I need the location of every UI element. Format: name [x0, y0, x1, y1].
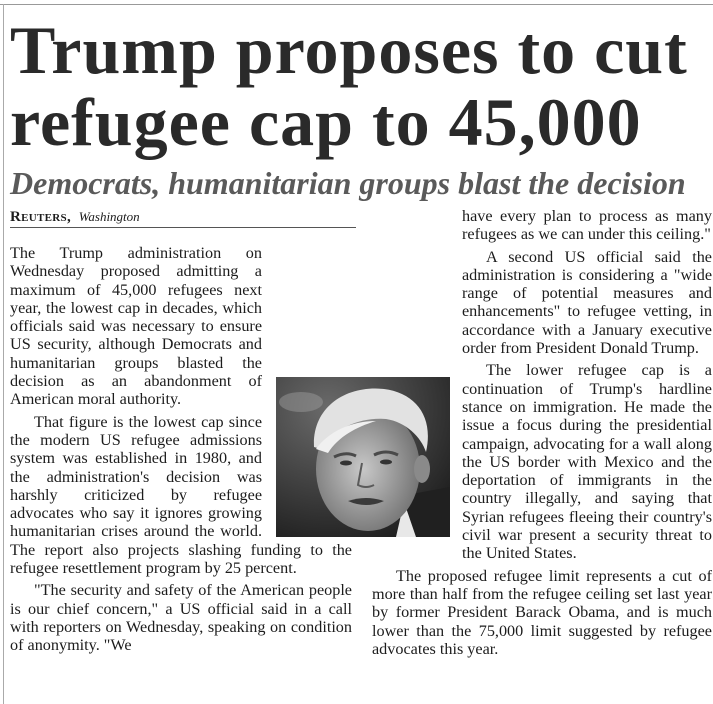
- byline-dateline: Washington: [78, 209, 140, 224]
- byline: [10, 207, 356, 228]
- headline-line-2: refugee cap to 45,000: [10, 84, 642, 160]
- paragraph: The proposed refugee limit represents a cut of more than half from the refugee ceiling set last year by former President Barack Obama, and is much lower than the 75,000 limit suggested by refugee advocates this year.: [372, 566, 712, 658]
- paragraph: The lower refugee cap is a continuation of Trump's hardline stance on immigration. He made the issue a focus during the presidential campaign, advocating for a wall along the US border with Mexico and the deportation of immigrants in the country illegally, and saying that Syrian refugees fleeing their country's civil war present a security threat to the United States.: [462, 361, 712, 563]
- trump-photo: [276, 377, 450, 537]
- top-rule: [0, 4, 713, 5]
- paragraph: "The security and safety of the American people is our chief concern," a US official said in a call with reporters on Wednesday, speaking on condition of anonymity. "We: [10, 581, 352, 655]
- paragraph: A second US official said the administration is considering a "wide range of potential measures and enhancements" to refugee vetting, in accordance with a January executive order from President Donald Trump.: [462, 247, 712, 358]
- byline-agency: Reuters,: [10, 209, 71, 225]
- subheadline: Democrats, humanitarian groups blast the decision: [10, 165, 686, 201]
- headline-line-1: Trump proposes to cut: [10, 12, 688, 88]
- paragraph: That figure is the lowest cap since the modern US refugee admissions system was established in 1980, and the administration's decision was harshly criticized by refugee advocates who say it ignores growing humanitarian crises around the world. The report also projects slashing funding to the refugee resettlement program by 25 percent.: [10, 412, 352, 578]
- paragraph: The Trump administration on Wednesday proposed admitting a maximum of 45,000 refugees next year, the lowest cap in decades, which officials said was necessary to ensure US security, although Democrats and humanitarian groups blasted the decision as an abandonment of American moral authority.: [10, 244, 262, 409]
- left-rule: [3, 4, 4, 704]
- portrait-image: [276, 377, 450, 537]
- paragraph: have every plan to process as many refugees as we can under this ceiling.": [462, 207, 712, 244]
- headline: [10, 14, 710, 158]
